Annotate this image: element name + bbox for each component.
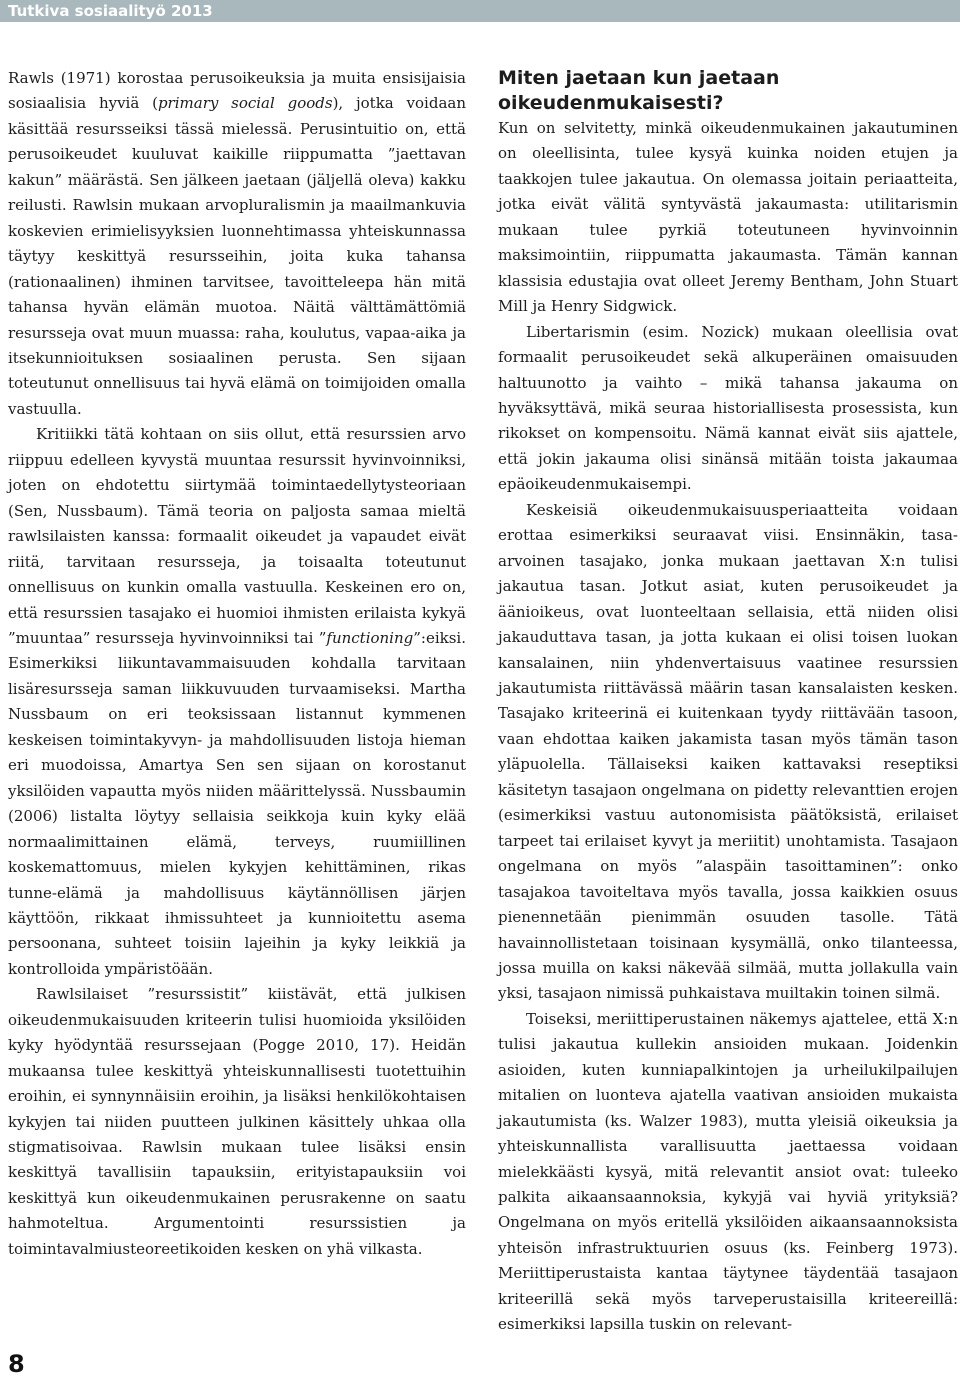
page-number: 8 [8,1350,25,1378]
running-header-bar [0,0,960,22]
left-p2-text-b: ”:eiksi. Esimerkiksi liikuntavammaisuuden kohdalla tarvitaan lisäresursseja saman liikkuvuuden turvaamiseksi. Martha Nussbaum on eri teoksissaan listannut kymmenen keskeisen toimintakyvyn- ja mahdollisuuden listoja hieman eri muodoissa, Amartya Sen sen sijaan on korostanut yksilöiden vapautta myös niiden määrittelyssä. Nussbaumin (2006) listalta löytyy sellaisia seikkoja kuin kyky elää normaalimittainen elämä, terveys, ruumiillinen koskemattomuus, mielen kykyjen kehittäminen, rikas tunne-elämä ja mahdollisuus käytännöllisen järjen käyttöön, rikkaat ihmissuhteet ja kunnioitettu asema persoonana, suhteet toisiin lajeihin ja kyky leikkiä ja kontrolloida ympäristöään. [8,628,466,978]
right-column [498,66,958,1338]
section-heading: Miten jaetaan kun jaetaan oikeudenmukaisesti? [498,67,780,114]
left-paragraph-2 [8,422,466,982]
right-paragraph-1: Kun on selvitetty, minkä oikeudenmukainen jakautuminen on oleellisinta, tulee kysyä kuinka noiden etujen ja taakkojen tulee jakautua. On olemassa joitain periaatteita, jotka eivät välitä syntyvästä jakaumasta: utilitarismin mukaan tulee pyrkiä toteutuneen hyvinvoinnin maksimointiin, riippumatta jakaumasta. Tämän kannan klassisia edustajia ovat olleet Jeremy Bentham, John Stuart Mill ja Henry Sidgwick. [498,119,958,316]
left-paragraph-3: Rawlsilaiset ”resurssistit” kiistävät, että julkisen oikeudenmukaisuuden kriteerin tulisi huomioida yksilöiden kyky hyödyntää resurssejaan (Pogge 2010, 17). Heidän mukaansa tulee keskittyä yhteiskunnallisesti tuotettuihin eroihin, ei synnynnäisiin eroihin, ja lisäksi henkilökohtaisen kykyjen tai niiden puutteen julkinen käsittely uhkaa olla stigmatisoivaa. Rawlsin mukaan tulee lisäksi ensin keskittyä tavallisiin tapauksiin, erityistapauksiin voi keskittyä kun oikeudenmukainen perusrakenne on saatu hahmoteltua. Argumentointi resurssistien ja toimintavalmiusteoreetikoiden kesken on yhä vilkasta. [8,985,466,1258]
left-p1-text-b: ), jotka voidaan käsittää resursseiksi tässä mielessä. Perusintuitio on, että perusoikeudet kuuluvat kaikille riippumatta ”jaettavan kakun” määrästä. Sen jälkeen jaetaan (jäljellä oleva) kakku reilusti. Rawlsin mukaan arvopluralismin ja maailmankuvia koskevien erimielisyyksien luonnehtimassa yhteiskunnassa täytyy keskittyä resursseihin, joita kuka tahansa (rationaalinen) ihminen tarvitsee, tavoitteleepa hän mitä tahansa hyvän elämän muotoa. Näitä välttämättömiä resursseja ovat muun muassa: raha, koulutus, vapaa-aika ja itsekunnioituksen sosiaalinen perusta. Sen sijaan toteutunut onnellisuus tai hyvä elämä on toimijoiden omalla vastuulla. [8,94,466,418]
left-p2-text-a: Kritiikki tätä kohtaan on siis ollut, että resurssien arvo riippuu edelleen kyvystä muuntaa resurssit hyvinvoinniksi, joten on ehdotettu siirtymää toimintaedellytysteoriaan (Sen, Nussbaum). Tämä teoria on paljosta samaa mieltä rawlsilaisten kanssa: formaalit oikeudet ja vapaudet eivät riitä, tarvitaan resursseja, ja toisaalta toteutunut onnellisuus on kunkin omalla vastuulla. Keskeinen ero on, että resurssien tasajako ei huomioi ihmisten erilaista kykyä ”muuntaa” resursseja hyvinvoinniksi tai ” [8,425,466,647]
left-column [8,66,466,1262]
running-header-title: Tutkiva sosiaalityö 2013 [8,2,213,20]
left-p1-text-a: Rawls (1971) korostaa perusoikeuksia ja muita ensisijaisia sosiaalisia hyviä ( [8,69,466,113]
right-paragraph-3: Keskeisiä oikeudenmukaisuusperiaatteita voidaan erottaa esimerkiksi seuraavat viisi. Ensinnäkin, tasa-arvoinen tasajako, jonka mukaan jaettavan X:n tulisi jakautua tasan. Jotkut asiat, kuten perusoikeudet ja äänioikeus, ovat luonteeltaan sellaisia, että niiden olisi jakauduttava tasan, ja jotta kukaan ei olisi toisen luokan kansalainen, niin yhdenvertaisuus vaatinee resurssien jakautumista riittävässä määrin tasan kansalaisten kesken. Tasajako kriteerinä ei kuitenkaan tyydy riittävään tasoon, vaan ehdottaa kaiken jakamista tasan myös tämän tason yläpuolella. Tällaiseksi kaiken kattavaksi reseptiksi käsitetyn tasajaon ongelmana on pidetty relevanttien erojen (esimerkiksi vastuu autonomisista päätöksistä, erilaiset tarpeet tai erilaiset kyvyt ja meriitit) unohtamista. Tasajaon ongelmana on myös ”alaspäin tasoittaminen”: onko tasajakoa tavoiteltava myös tavalla, jossa kaikkien osuus pienennetään pienimmän osuuden tasolle. Tätä havainnollistetaan toisinaan kysymällä, onko tilanteessa, jossa muilla on kaksi näkevää silmää, mutta jollakulla vain yksi, tasajaon nimissä puhkaistava muiltakin toinen silmä. [498,500,958,1003]
right-paragraph-2: Libertarismin (esim. Nozick) mukaan oleellisia ovat formaalit perusoikeudet sekä alkuperäinen omaisuuden haltuunotto ja vaihto – mikä tahansa jakauma on hyväksyttävä, mikä seuraa historiallisesta prosessista, kun rikokset on kompensoitu. Nämä kannat eivät siis ajattele, että jokin jakauma olisi sinänsä mitään toista jakaumaa epäoikeudenmukaisempi. [498,322,958,494]
right-paragraph-4: Toiseksi, meriittiperustainen näkemys ajattelee, että X:n tulisi jakautua kullekin ansioiden mukaan. Joidenkin asioiden, kuten kunniapalkintojen ja urheilukilpailujen mitalien on luonteva ajatella vaativan ansioiden mukaista jakautumista (ks. Walzer 1983), mutta yleisiä oikeuksia ja yhteiskunnallista varallisuutta jaettaessa voidaan mielekkäästi kysyä, mitä relevantit ansiot ovat: tuleeko palkita aikaansaannoksia, kykyjä vai hyviä yrityksiä? Ongelmana on myös eritellä yksilöiden aikaansaannoksista yhteisön infrastruktuurien osuus (ks. Feinberg 1973). Meriittiperustaista kantaa täytynee täydentää tasajaon kriteerillä sekä myös tarveperustaisilla kriteereillä: esimerkiksi lapsilla tuskin on relevant- [498,1009,958,1334]
left-p2-italic: functioning [326,628,414,647]
left-p1-italic: primary social goods [157,94,333,113]
left-paragraph-1 [8,66,466,422]
